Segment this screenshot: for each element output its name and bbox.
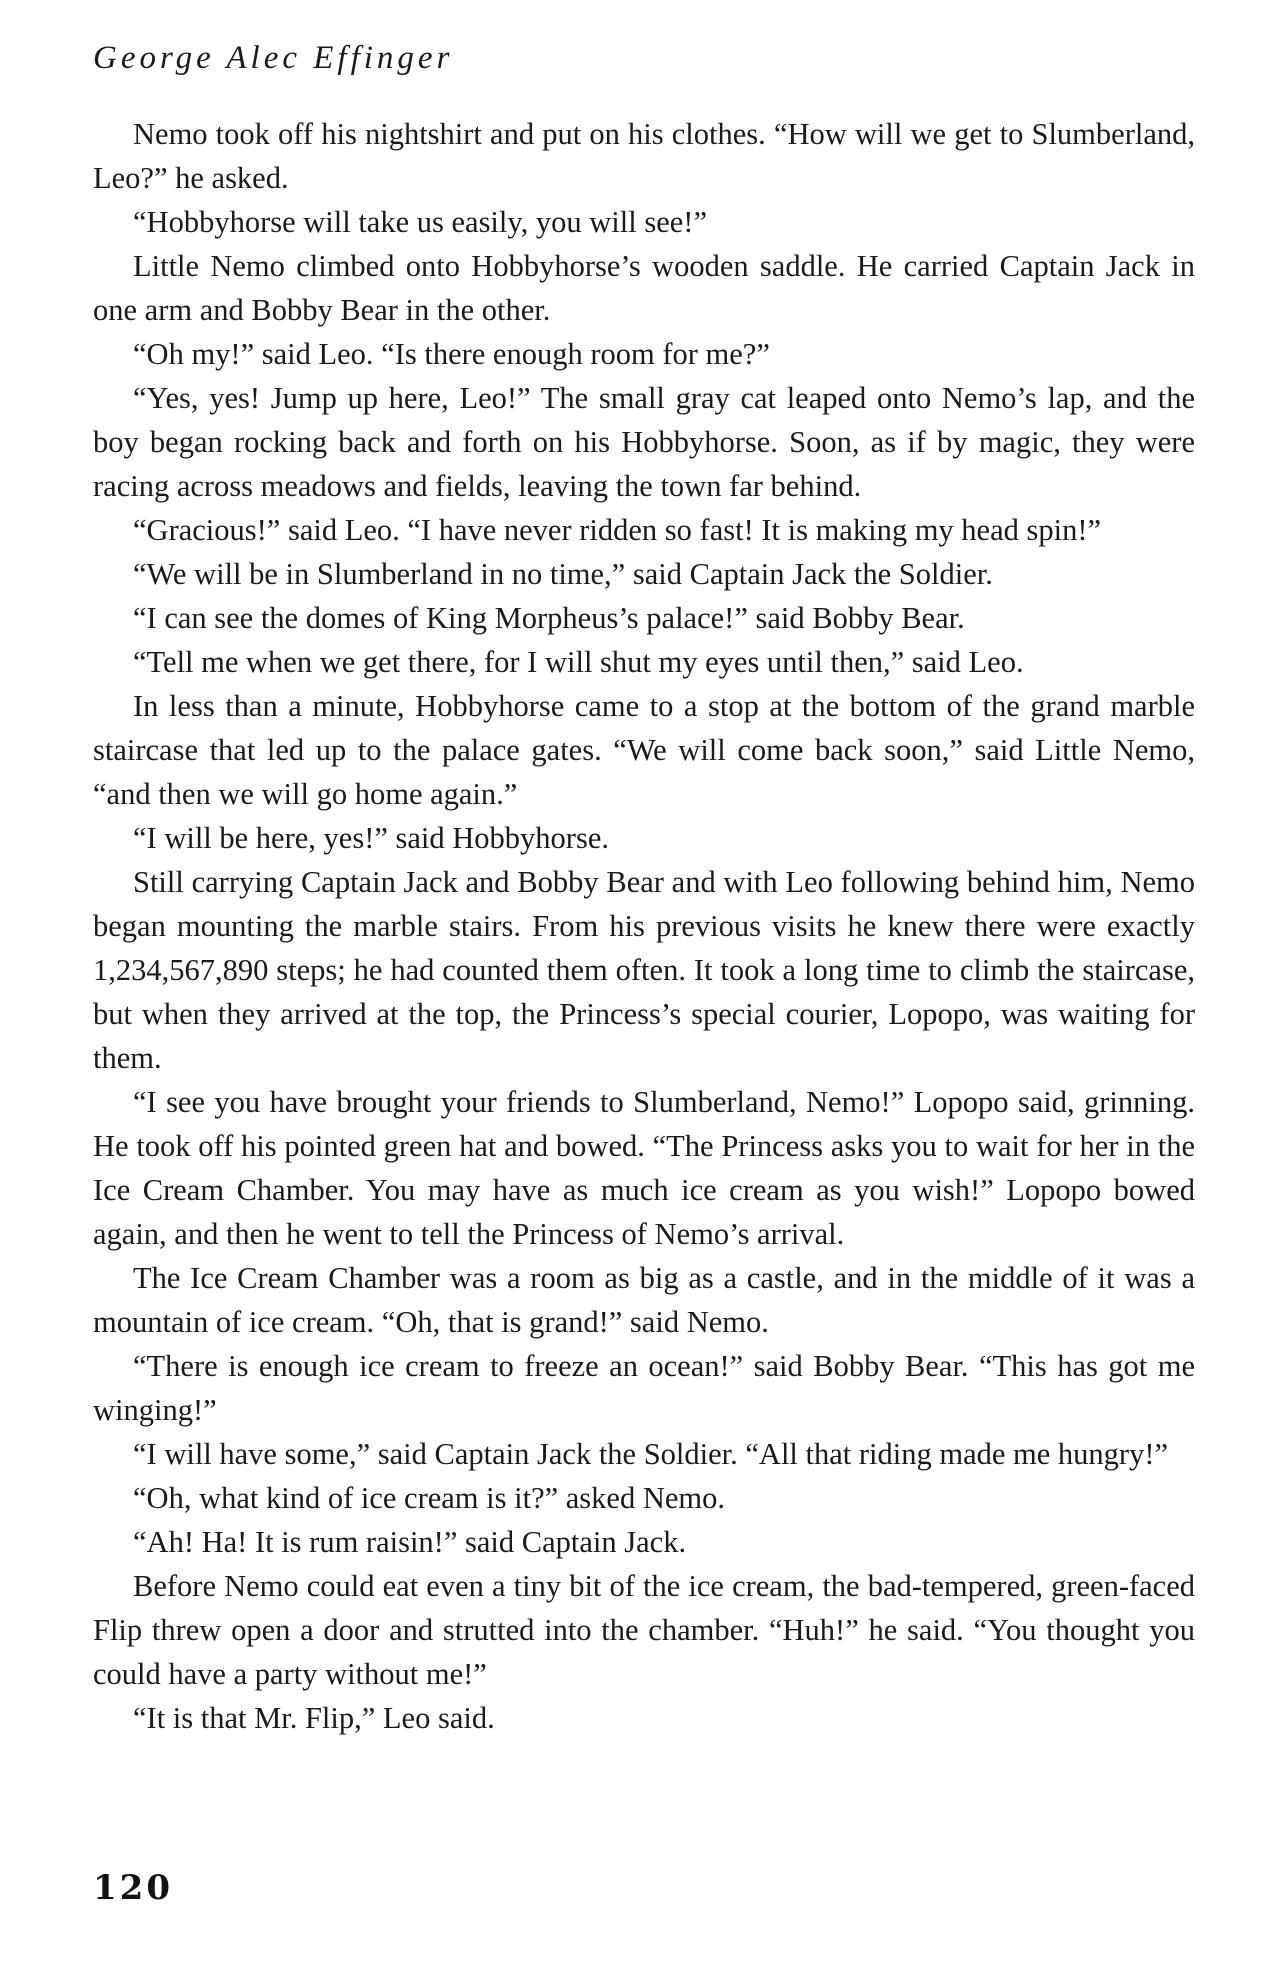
- paragraph: “Oh my!” said Leo. “Is there enough room for me?”: [133, 337, 770, 371]
- paragraph: Little Nemo climbed onto Hobbyhorse’s wooden saddle. He carried Captain Jack in one arm and Bobby Bear in the other.: [93, 249, 1195, 327]
- paragraph: In less than a minute, Hobbyhorse came to a stop at the bottom of the grand marble staircase that led up to the palace gates. “We will come back soon,” said Little Nemo, “and then we will go home again.”: [93, 689, 1195, 811]
- paragraph: “I will have some,” said Captain Jack the Soldier. “All that riding made me hungry!”: [133, 1437, 1169, 1471]
- page-number: 120: [93, 1868, 173, 1908]
- paragraph: “I will be here, yes!” said Hobbyhorse.: [133, 821, 609, 855]
- paragraph: “Oh, what kind of ice cream is it?” asked Nemo.: [133, 1481, 725, 1515]
- paragraph: Before Nemo could eat even a tiny bit of the ice cream, the bad-tempered, green-faced Flip threw open a door and strutted into the chamber. “Huh!” he said. “You thought you could have a party without me!”: [93, 1569, 1195, 1691]
- paragraph: “It is that Mr. Flip,” Leo said.: [133, 1701, 495, 1735]
- paragraph: “There is enough ice cream to freeze an ocean!” said Bobby Bear. “This has got me winging!”: [93, 1349, 1195, 1427]
- paragraph: “I see you have brought your friends to Slumberland, Nemo!” Lopopo said, grinning. He took off his pointed green hat and bowed. “The Princess asks you to wait for her in the Ice Cream Chamber. You may have as much ice cream as you wish!” Lopopo bowed again, and then he went to tell the Princess of Nemo’s arrival.: [93, 1085, 1195, 1251]
- paragraph: “We will be in Slumberland in no time,” said Captain Jack the Soldier.: [133, 557, 993, 591]
- paragraph: “Ah! Ha! It is rum raisin!” said Captain Jack.: [133, 1525, 687, 1559]
- paragraph: Nemo took off his nightshirt and put on his clothes. “How will we get to Slumberland, Leo?” he asked.: [93, 117, 1195, 195]
- paragraph: “Hobbyhorse will take us easily, you will see!”: [133, 205, 707, 239]
- paragraph: Still carrying Captain Jack and Bobby Bear and with Leo following behind him, Nemo began mounting the marble stairs. From his previous visits he knew there were exactly 1,234,567,890 steps; he had counted them often. It took a long time to climb the staircase, but when they arrived at the top, the Princess’s special courier, Lopopo, was waiting for them.: [93, 865, 1195, 1075]
- body-text: [93, 112, 1195, 1740]
- running-head-author: George Alec Effinger: [93, 40, 454, 76]
- paragraph: “Yes, yes! Jump up here, Leo!” The small gray cat leaped onto Nemo’s lap, and the boy began rocking back and forth on his Hobbyhorse. Soon, as if by magic, they were racing across meadows and fields, leaving the town far behind.: [93, 381, 1195, 503]
- paragraph: “Gracious!” said Leo. “I have never ridden so fast! It is making my head spin!”: [133, 513, 1102, 547]
- paragraph: The Ice Cream Chamber was a room as big as a castle, and in the middle of it was a mountain of ice cream. “Oh, that is grand!” said Nemo.: [93, 1261, 1195, 1339]
- paragraph: “Tell me when we get there, for I will shut my eyes until then,” said Leo.: [133, 645, 1024, 679]
- paragraph: “I can see the domes of King Morpheus’s palace!” said Bobby Bear.: [133, 601, 965, 635]
